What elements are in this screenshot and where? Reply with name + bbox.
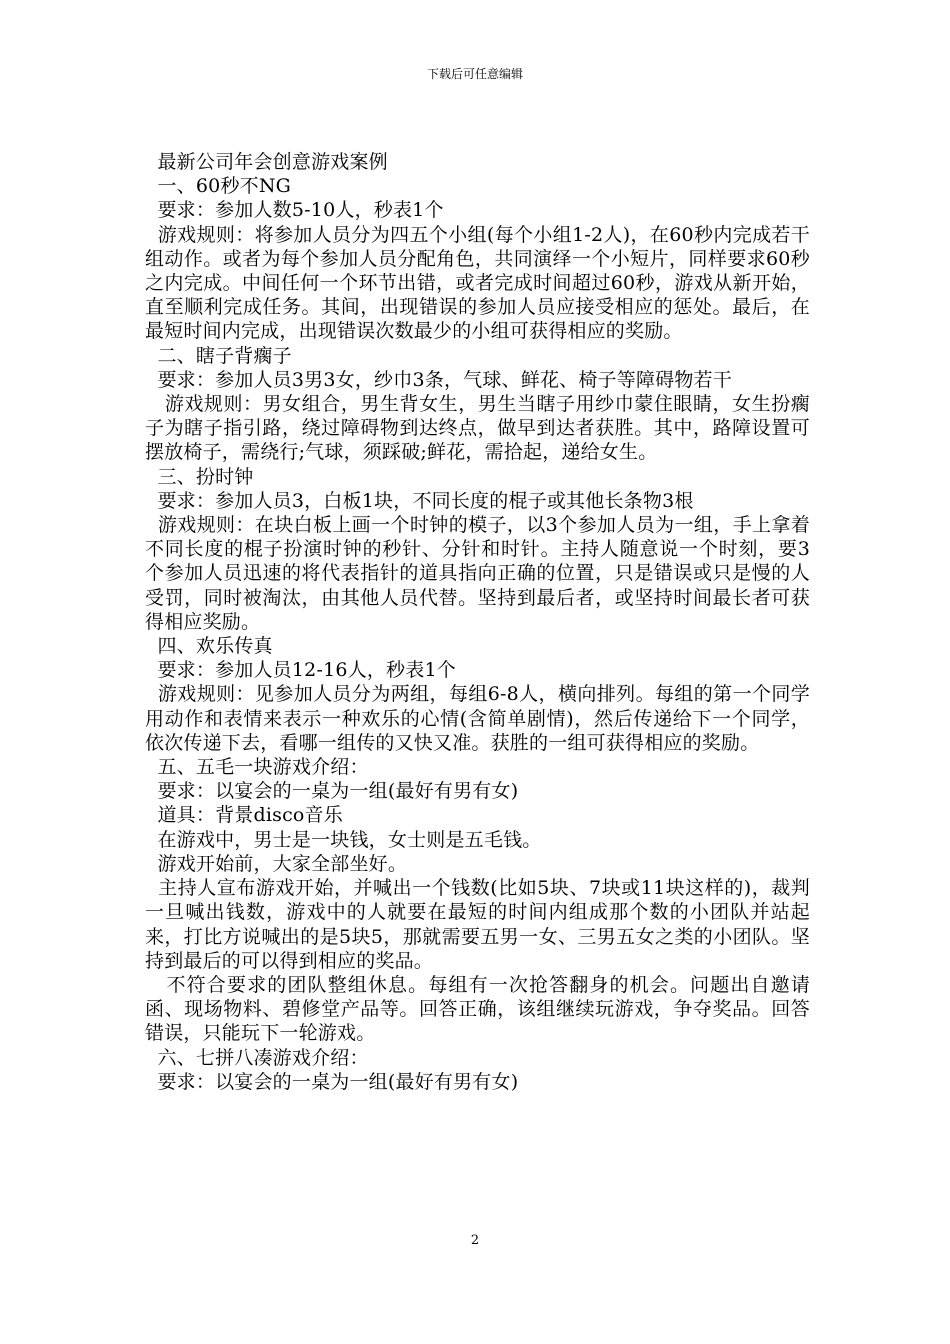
section-heading-4: 四、欢乐传真 xyxy=(145,635,273,658)
paragraph: 道具：背景disco音乐 xyxy=(145,804,343,827)
section-heading-5: 五、五毛一块游戏介绍： xyxy=(145,756,369,779)
paragraph: 游戏开始前，大家全部坐好。 xyxy=(145,852,408,875)
paragraph: 在游戏中，男士是一块钱，女士则是五毛钱。 xyxy=(145,828,542,851)
paragraph: 不符合要求的团队整组休息。每组有一次抢答翻身的机会。问题出自邀请函、现场物料、碧修堂产品等。回答正确，该组继续玩游戏，争夺奖品。回答错误，只能玩下一轮游戏。 xyxy=(145,973,810,1045)
paragraph: 游戏规则：男女组合，男生背女生，男生当瞎子用纱巾蒙住眼睛，女生扮瘸子为瞎子指引路，绕过障碍物到达终点，做早到达者获胜。其中，路障设置可摆放椅子，需绕行;气球，须踩破;鲜花，需拾起，递给女生。 xyxy=(145,393,811,464)
paragraph: 要求：参加人员12-16人，秒表1个 xyxy=(145,659,456,682)
section-heading-3: 三、扮时钟 xyxy=(145,465,254,488)
paragraph: 游戏规则：在块白板上画一个时钟的模子，以3个参加人员为一组，手上拿着不同长度的棍子扮演时钟的秒针、分针和时针。主持人随意说一个时刻，要3个参加人员迅速的将代表指针的道具指向正确的位置，只是错误或只是慢的人受罚，同时被淘汰，由其他人员代替。坚持到最后者，或坚持时间最长者可获得相应奖励。 xyxy=(145,514,810,633)
section-heading-1: 一、60秒不NG xyxy=(145,175,292,198)
document-body xyxy=(145,150,810,1094)
paragraph: 要求：以宴会的一桌为一组(最好有男有女) xyxy=(145,780,519,803)
page-number: 2 xyxy=(470,1233,480,1248)
paragraph: 游戏规则：见参加人员分为两组，每组6-8人，横向排列。每组的第一个同学用动作和表情来表示一种欢乐的心情(含简单剧情)，然后传递给下一个同学，依次传递下去，看哪一组传的又快又准。获胜的一组可获得相应的奖励。 xyxy=(145,683,810,754)
paragraph: 要求：以宴会的一桌为一组(最好有男有女) xyxy=(145,1070,519,1093)
document-title: 最新公司年会创意游戏案例 xyxy=(145,151,388,173)
section-heading-2: 二、瞎子背瘸子 xyxy=(145,344,292,367)
paragraph: 要求：参加人员3，白板1块，不同长度的棍子或其他长条物3根 xyxy=(145,489,694,512)
header-note: 下载后可任意编辑 xyxy=(426,67,523,81)
paragraph: 要求：参加人员3男3女，纱巾3条，气球、鲜花、椅子等障碍物若干 xyxy=(145,368,732,391)
paragraph: 要求：参加人数5-10人，秒表1个 xyxy=(145,199,444,222)
paragraph: 主持人宣布游戏开始，并喊出一个钱数(比如5块、7块或11块这样的)，裁判一旦喊出钱数，游戏中的人就要在最短的时间内组成那个数的小团队并站起来，打比方说喊出的是5块5，那就需要五男一女、三男五女之类的小团队。坚持到最后的可以得到相应的奖品。 xyxy=(145,877,810,972)
section-heading-6: 六、七拼八凑游戏介绍： xyxy=(145,1046,369,1069)
paragraph: 游戏规则：将参加人员分为四五个小组(每个小组1-2人)，在60秒内完成若干组动作。或者为每个参加人员分配角色，共同演绎一个小短片，同样要求60秒之内完成。中间任何一个环节出错，或者完成时间超过60秒，游戏从新开始，直至顺利完成任务。其间，出现错误的参加人员应接受相应的惩处。最后，在最短时间内完成，出现错误次数最少的小组可获得相应的奖励。 xyxy=(145,223,810,343)
